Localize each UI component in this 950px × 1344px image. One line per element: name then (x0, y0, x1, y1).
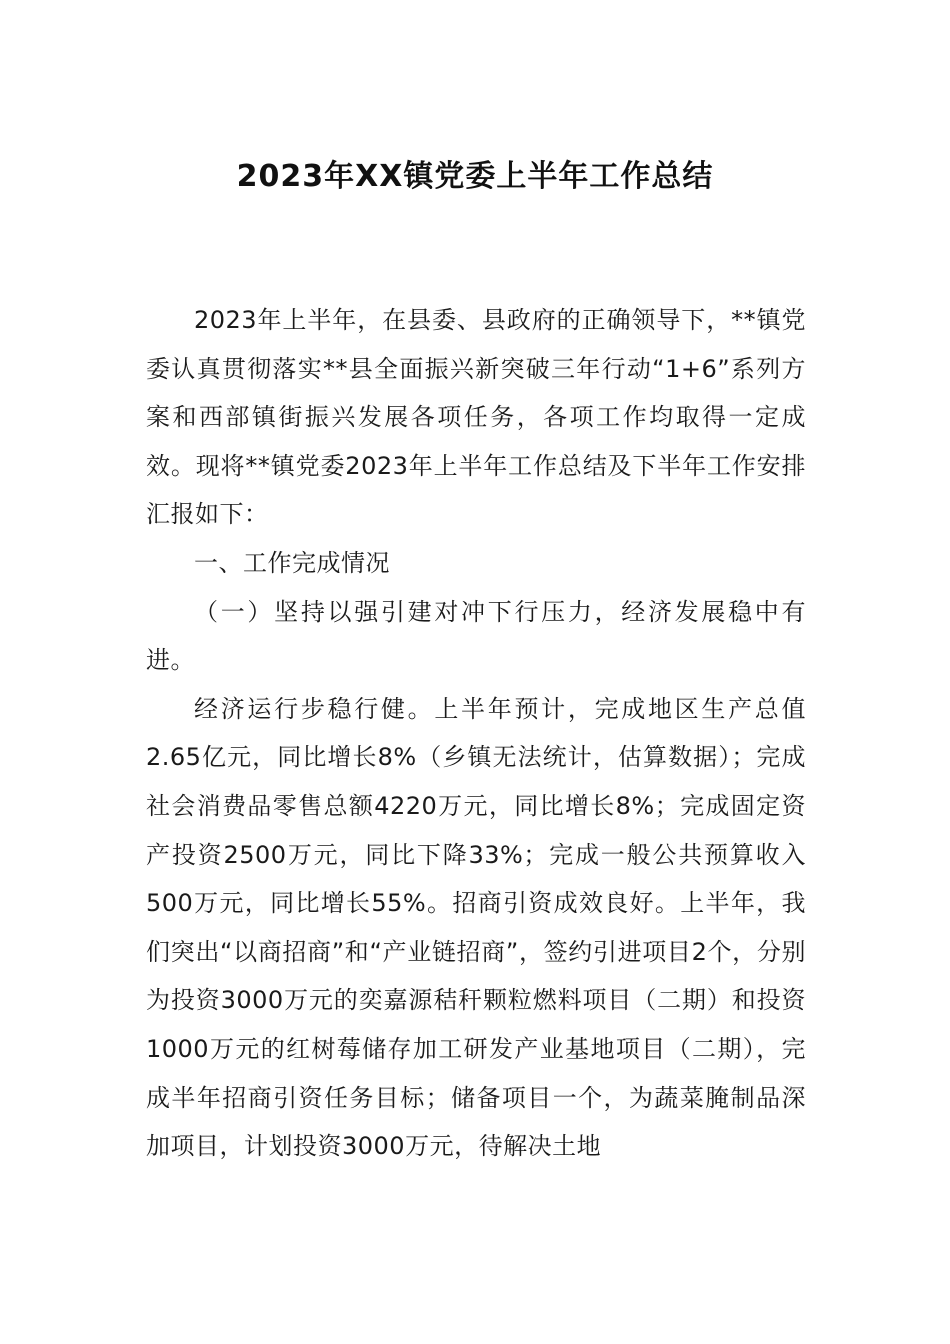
section-heading: 一、工作完成情况 (194, 548, 390, 577)
document-body (146, 296, 806, 1171)
intro-paragraph: 2023年上半年，在县委、县政府的正确领导下，**镇党委认真贯彻落实**县全面振兴新突破三年行动“1+6”系列方案和西部镇街振兴发展各项任务，各项工作均取得一定成效。现将**镇党委2023年上半年工作总结及下半年工作安排汇报如下： (146, 306, 806, 529)
economy-paragraph: 经济运行步稳行健。上半年预计，完成地区生产总值2.65亿元，同比增长8%（乡镇无法统计，估算数据）；完成社会消费品零售总额4220万元，同比增长8%；完成固定资产投资2500万元，同比下降33%；完成一般公共预算收入500万元，同比增长55%。招商引资成效良好。上半年，我们突出“以商招商”和“产业链招商”，签约引进项目2个，分别为投资3000万元的奕嘉源秸秆颗粒燃料项目（二期）和投资1000万元的红树莓储存加工研发产业基地项目（二期），完成半年招商引资任务目标；储备项目一个，为蔬菜腌制品深加项目，计划投资3000万元，待解决土地 (146, 694, 806, 1161)
document-title: 2023年XX镇党委上半年工作总结 (236, 159, 714, 194)
subsection-heading: （一）坚持以强引建对冲下行压力，经济发展稳中有进。 (146, 597, 806, 675)
